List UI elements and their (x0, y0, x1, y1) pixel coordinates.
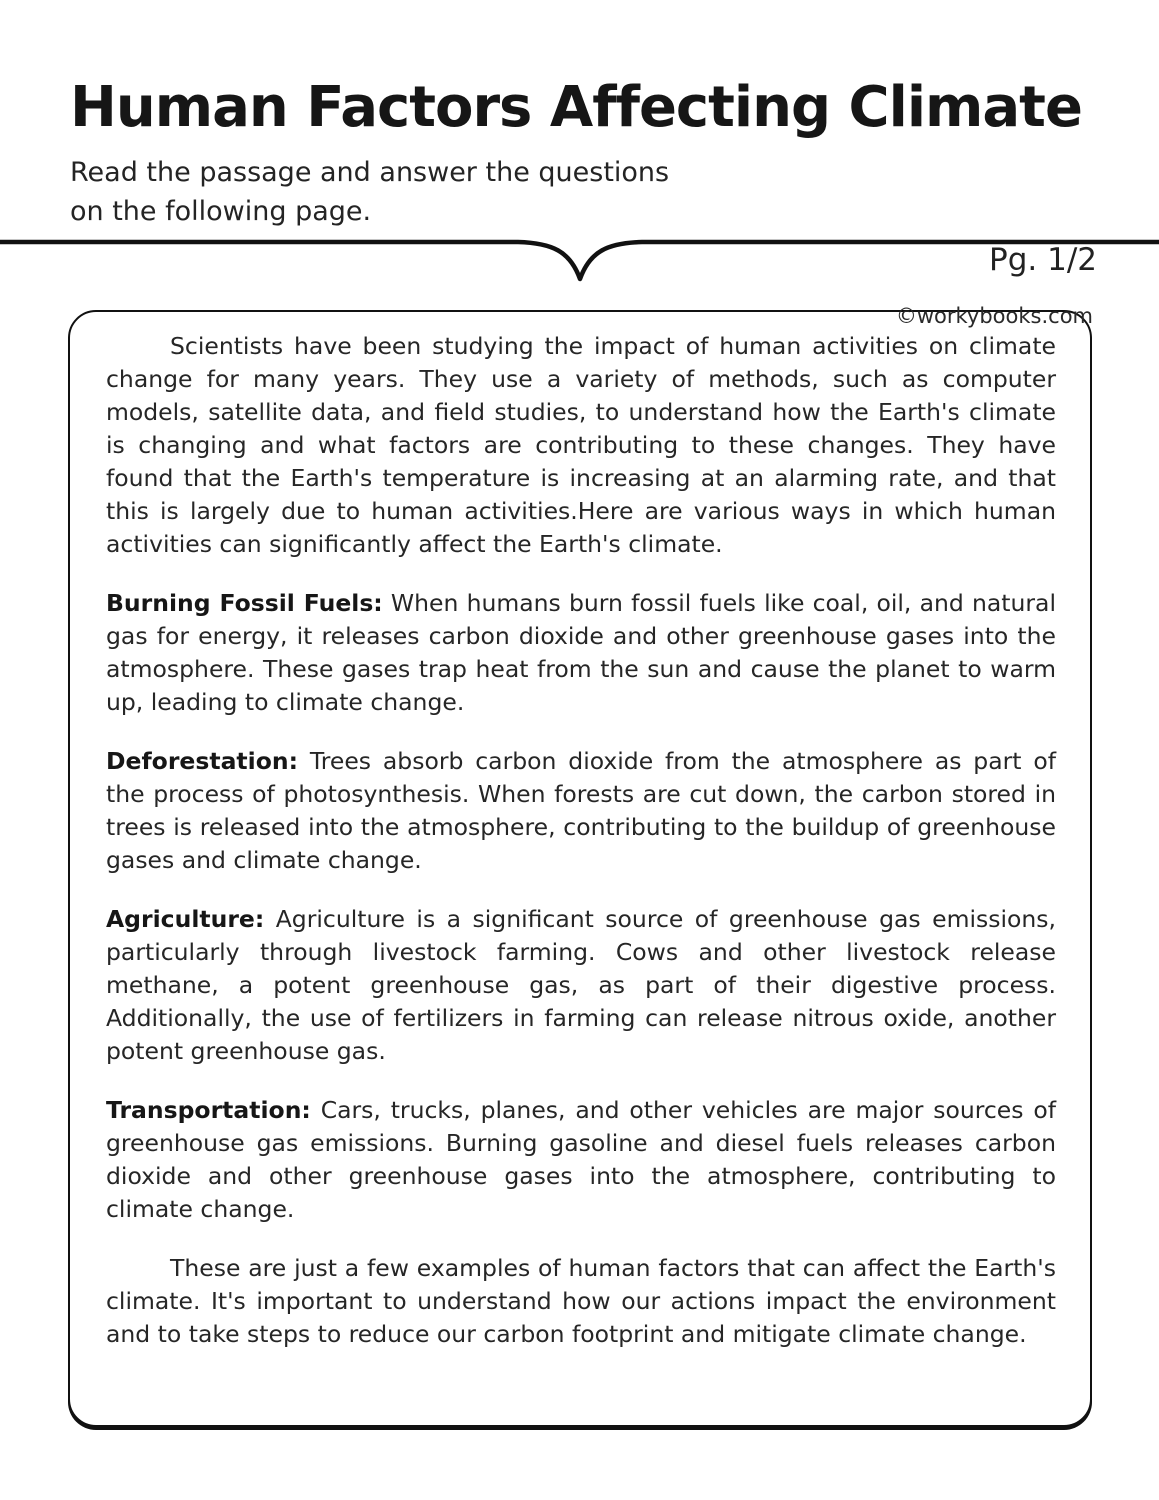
passage-section-transportation (106, 1094, 1056, 1226)
passage-intro: Scientists have been studying the impact of human activities on climate change for many years. They use a variety of methods, such as computer models, satellite data, and field studies, to understand how the Earth's climate is changing and what factors are contributing to these changes. They have found that the Earth's temperature is increasing at an alarming rate, and that this is largely due to human activities.Here are various ways in which human activities can significantly affect the Earth's climate. (106, 332, 1056, 559)
section-text: Trees absorb carbon dioxide from the atmosphere as part of the process of photosynthesis. When forests are cut down, the carbon stored in trees is released into the atmosphere, contributing to the buildup of greenhouse gases and climate change. (106, 747, 1056, 875)
section-heading: Deforestation: (106, 747, 298, 776)
section-heading: Transportation: (106, 1096, 311, 1125)
section-text: Cars, trucks, planes, and other vehicles are major sources of greenhouse gas emissions. Burning gasoline and diesel fuels releases carbon dioxide and other greenhouse gases into the atmosphere, contributing to climate change. (106, 1096, 1056, 1224)
copyright-text: ©workybooks.com (895, 304, 1093, 328)
passage-section-agriculture (106, 903, 1056, 1068)
passage-section-burning-fossil-fuels (106, 587, 1056, 719)
section-heading: Agriculture: (106, 905, 265, 934)
section-heading: Burning Fossil Fuels: (106, 589, 383, 618)
passage-box (68, 310, 1092, 1427)
chevron-divider-icon (0, 236, 1159, 292)
passage-section-deforestation (106, 745, 1056, 877)
section-text: When humans burn fossil fuels like coal, oil, and natural gas for energy, it releases carbon dioxide and other greenhouse gases into the atmosphere. These gases trap heat from the sun and cause the planet to warm up, leading to climate change. (106, 589, 1056, 717)
instructions-text: Read the passage and answer the questions on the following page. (70, 157, 670, 228)
worksheet-header (0, 75, 1159, 328)
page-number: Pg. 1/2 (989, 242, 1097, 278)
section-text: Agriculture is a significant source of greenhouse gas emissions, particularly through livestock farming. Cows and other livestock release methane, a potent greenhouse gas, as part of their digestive process. Additionally, the use of fertilizers in farming can release nitrous oxide, another potent greenhouse gas. (106, 905, 1056, 1066)
page-title: Human Factors Affecting Climate (70, 75, 1082, 140)
passage-conclusion: These are just a few examples of human factors that can affect the Earth's climate. It's important to understand how our actions impact the environment and to take steps to reduce our carbon footprint and mitigate climate change. (106, 1254, 1056, 1349)
